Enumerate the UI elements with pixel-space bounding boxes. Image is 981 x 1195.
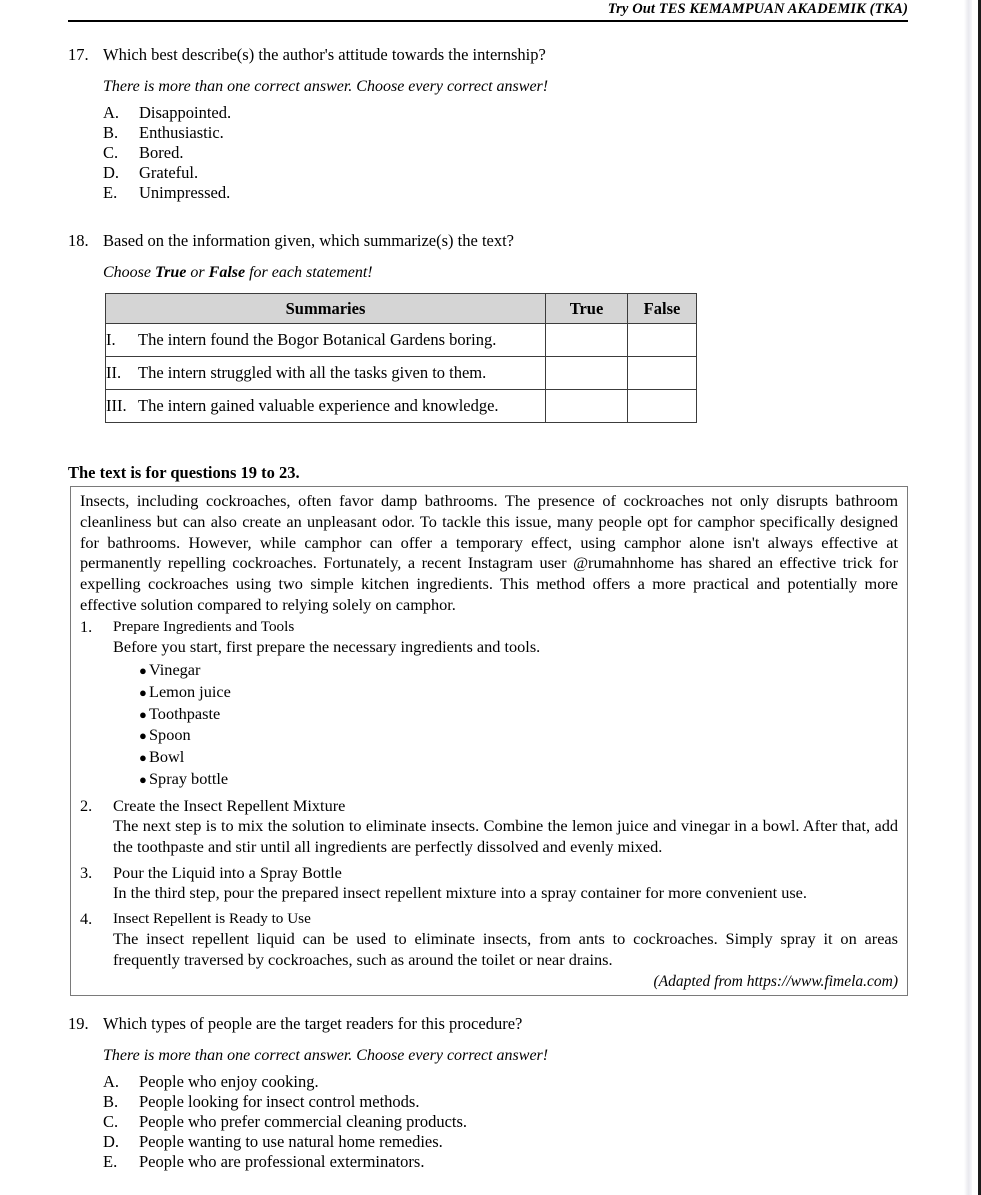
question-19-options: [103, 1072, 908, 1172]
option-a-text: People who enjoy cooking.: [139, 1072, 319, 1091]
step-item-1: [80, 617, 898, 791]
column-header-false: False: [628, 294, 697, 324]
option-a-letter: A.: [103, 103, 120, 122]
question-17-options: [103, 103, 908, 203]
statement-text-3: The intern gained valuable experience and knowledge.: [138, 396, 499, 415]
summaries-table: [105, 293, 697, 423]
ingredient-label: Spray bottle: [149, 768, 229, 788]
bullet-icon: ●: [139, 728, 147, 744]
statement-text-1: The intern found the Bogor Botanical Gardens boring.: [138, 330, 497, 349]
header-title: Try Out TES KEMAMPUAN AKADEMIK (TKA): [607, 1, 908, 17]
instruction-part-2: or: [186, 264, 209, 281]
question-18-number: 18.: [68, 231, 89, 250]
instruction-false-word: False: [208, 264, 246, 281]
true-checkbox-cell-2[interactable]: [546, 357, 628, 390]
ingredient-label: Lemon juice: [149, 681, 231, 701]
option-e[interactable]: [103, 1152, 908, 1172]
step-description-2: The next step is to mix the solution to eliminate insects. Combine the lemon juice and vinegar in a bowl. After that, add the toothpaste and stir until all ingredients are perfectly dissolved and evenly mixed.: [113, 816, 898, 856]
option-a[interactable]: [103, 103, 908, 123]
table-header-row: [106, 294, 697, 324]
statement-text-2: The intern struggled with all the tasks given to them.: [138, 363, 487, 382]
option-b-text: Enthusiastic.: [139, 123, 224, 142]
list-item: [113, 747, 898, 769]
step-number-3: 3.: [80, 862, 93, 882]
question-18-stem: [68, 230, 908, 251]
bullet-icon: ●: [139, 662, 147, 678]
passage-intro-paragraph: Insects, including cockroaches, often favor damp bathrooms. The presence of cockroaches not only disrupts bathroom cleanliness but can also create an unpleasant odor. To tackle this issue, many people opt for camphor specifically designed for bathrooms. However, while camphor can offer a temporary effect, using camphor alone isn't always effective at permanently repelling cockroaches. Fortunately, a recent Instagram user @rumahnhome has shared an effective trick for expelling cockroaches using two simple kitchen ingredients. This method offers a more practical and potentially more effective solution compared to relying solely on camphor.: [80, 491, 898, 614]
list-item: [113, 725, 898, 747]
statement-number-3: III.: [106, 396, 127, 415]
ingredient-label: Spoon: [149, 725, 191, 745]
step-description-1: Before you start, first prepare the necessary ingredients and tools.: [113, 637, 541, 657]
false-checkbox-cell-3[interactable]: [628, 390, 697, 423]
option-c-text: People who prefer commercial cleaning products.: [139, 1112, 468, 1131]
option-a[interactable]: [103, 1072, 908, 1092]
option-e-letter: E.: [103, 183, 118, 202]
step-item-4: [80, 909, 898, 971]
ingredient-label: Bowl: [149, 747, 185, 767]
instruction-part-1: Choose: [103, 264, 155, 281]
question-19-stem: [68, 1013, 908, 1034]
option-a-letter: A.: [103, 1072, 120, 1091]
option-c-letter: C.: [103, 143, 119, 162]
step-number-4: 4.: [80, 908, 93, 928]
option-c-text: Bored.: [139, 143, 184, 162]
question-19: [68, 1013, 908, 1172]
statement-cell-3: [106, 390, 546, 423]
option-e-letter: E.: [103, 1152, 118, 1171]
option-d-text: Grateful.: [139, 163, 199, 182]
question-17-instruction: There is more than one correct answer. Choose every correct answer!: [103, 78, 549, 95]
step-description-3: In the third step, pour the prepared insect repellent mixture into a spray container for more convenient use.: [113, 883, 807, 903]
summaries-table-container: [105, 293, 697, 423]
bullet-icon: ●: [139, 684, 147, 700]
passage-heading: The text is for questions 19 to 23.: [68, 463, 300, 482]
question-19-instruction: There is more than one correct answer. Choose every correct answer!: [103, 1047, 549, 1064]
passage-steps-list: [80, 617, 898, 971]
statement-cell-1: [106, 324, 546, 357]
step-description-4: The insect repellent liquid can be used to eliminate insects, from ants to cockroaches. Simply spray it on areas frequently traversed by cockroaches, such as around the toilet or near drains.: [113, 929, 898, 970]
option-e[interactable]: [103, 183, 908, 203]
question-19-number: 19.: [68, 1014, 89, 1033]
list-item: [113, 660, 898, 682]
question-18: [68, 230, 908, 283]
option-b[interactable]: [103, 123, 908, 143]
option-b-letter: B.: [103, 1092, 119, 1111]
question-18-instruction: [103, 262, 908, 283]
instruction-part-3: for each statement!: [245, 264, 373, 281]
passage-box: [70, 486, 908, 996]
statement-number-2: II.: [106, 363, 122, 382]
option-c[interactable]: [103, 1112, 908, 1132]
option-c-letter: C.: [103, 1112, 119, 1131]
false-checkbox-cell-1[interactable]: [628, 324, 697, 357]
step-title-4: Insect Repellent is Ready to Use: [113, 909, 311, 927]
ingredient-label: Toothpaste: [149, 703, 221, 723]
passage-source-attribution: (Adapted from https://www.fimela.com): [653, 972, 898, 990]
page-edge-shadow: [964, 0, 972, 1195]
step-item-2: [80, 796, 898, 858]
option-d[interactable]: [103, 163, 908, 183]
instruction-true-word: True: [155, 264, 187, 281]
bullet-icon: ●: [139, 750, 147, 766]
option-b-letter: B.: [103, 123, 119, 142]
option-b[interactable]: [103, 1092, 908, 1112]
column-header-summaries: Summaries: [106, 294, 546, 324]
option-e-text: People who are professional exterminators.: [139, 1152, 425, 1171]
option-d-letter: D.: [103, 1132, 120, 1151]
list-item: [113, 769, 898, 791]
question-19-text: Which types of people are the target readers for this procedure?: [103, 1014, 523, 1033]
step-item-3: [80, 863, 898, 904]
option-d[interactable]: [103, 1132, 908, 1152]
table-row: [106, 357, 697, 390]
question-18-text: Based on the information given, which summarize(s) the text?: [103, 231, 515, 250]
option-b-text: People looking for insect control methods.: [139, 1092, 420, 1111]
question-17-stem: [68, 44, 908, 65]
statement-cell-2: [106, 357, 546, 390]
ingredient-label: Vinegar: [149, 659, 201, 679]
ingredients-list: [113, 660, 898, 791]
table-row: [106, 324, 697, 357]
false-checkbox-cell-2[interactable]: [628, 357, 697, 390]
bullet-icon: ●: [139, 706, 147, 722]
statement-number-1: I.: [106, 330, 116, 349]
option-d-text: People wanting to use natural home remedies.: [139, 1132, 443, 1151]
question-17: [68, 44, 908, 203]
column-header-true: True: [546, 294, 628, 324]
option-d-letter: D.: [103, 163, 120, 182]
list-item: [113, 704, 898, 726]
question-17-text: Which best describe(s) the author's attitude towards the internship?: [103, 45, 546, 64]
page-header: [68, 0, 908, 18]
header-divider: [68, 20, 908, 22]
step-title-2: Create the Insect Repellent Mixture: [113, 795, 346, 815]
list-item: [113, 682, 898, 704]
true-checkbox-cell-3[interactable]: [546, 390, 628, 423]
step-number-2: 2.: [80, 795, 93, 815]
option-e-text: Unimpressed.: [139, 183, 231, 202]
step-number-1: 1.: [80, 616, 93, 636]
option-c[interactable]: [103, 143, 908, 163]
true-checkbox-cell-1[interactable]: [546, 324, 628, 357]
question-17-number: 17.: [68, 45, 89, 64]
option-a-text: Disappointed.: [139, 103, 232, 122]
step-title-3: Pour the Liquid into a Spray Bottle: [113, 862, 342, 882]
bullet-icon: ●: [139, 771, 147, 787]
step-title-1: Prepare Ingredients and Tools: [113, 617, 295, 635]
table-row: [106, 390, 697, 423]
